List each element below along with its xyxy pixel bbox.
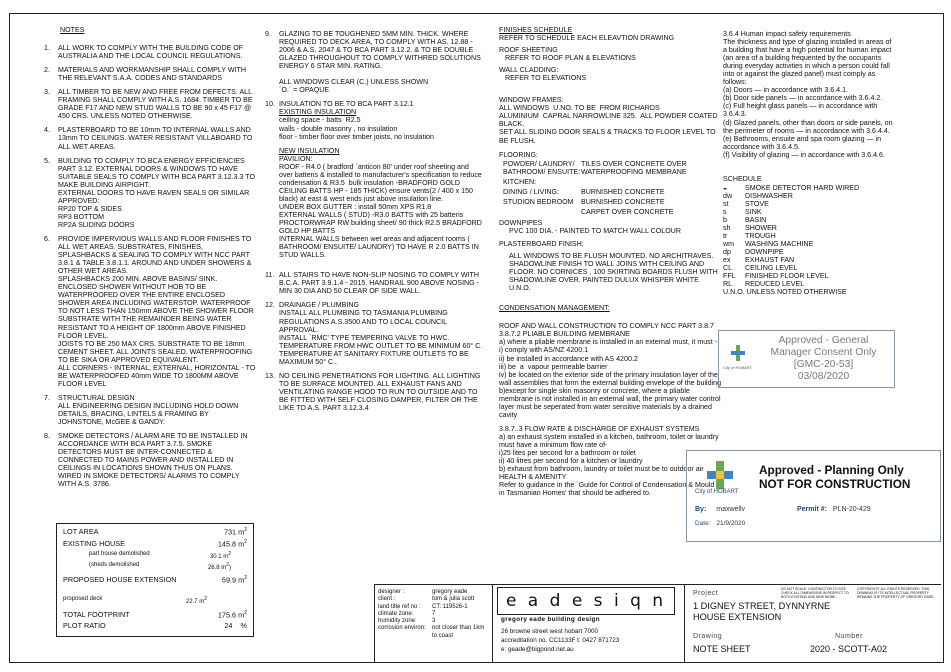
schedule-code: RL	[723, 280, 733, 289]
schedule-label: STOVE	[745, 199, 769, 208]
lot-row-label: TOTAL FOOTPRINT	[63, 610, 130, 619]
schedule-code: dp	[723, 248, 731, 257]
lot-row-unit-exponent: 2	[244, 575, 247, 581]
lot-row-label: part house demolished	[89, 551, 150, 557]
lot-table-row	[63, 527, 247, 536]
stamp-by-value: maxwellv	[716, 506, 746, 513]
firm-name: gregory eade building design	[501, 616, 601, 623]
schedule-item	[723, 184, 893, 192]
stamp-by-label: By:	[695, 506, 707, 513]
project-info-label: client :	[378, 596, 396, 603]
lot-row-unit-exponent: 2	[244, 527, 247, 533]
note-text: STRUCTURAL DESIGN ALL ENGINEERING DESIGN INCLUDING HOLD DOWN DETAILS, BRACING, LINTELS & FRAMING BY JOHNSTONE, McGEE & GANDY.	[58, 393, 239, 427]
schedule-label: TROUGH	[745, 232, 776, 241]
schedule-item	[723, 192, 893, 200]
lot-table-row	[63, 621, 247, 630]
lot-table-row	[63, 596, 247, 605]
flooring-row	[503, 188, 721, 196]
firm-email: e: geade@bigpond.net.au	[501, 646, 574, 653]
project-info-row	[378, 625, 490, 640]
schedule-code: FFL	[723, 272, 736, 281]
schedule-list	[723, 184, 893, 289]
lot-table-row	[63, 575, 247, 584]
drawing-number: 2020 - SCOTT-A02	[810, 644, 888, 654]
lot-area-table	[56, 523, 254, 637]
project-info-row	[378, 589, 490, 596]
note-number: 7.	[44, 393, 50, 402]
wall-cladding-ref: REFER TO ELEVATIONS	[505, 74, 587, 83]
project-cell	[684, 585, 942, 662]
downpipes-text: PVC 100 DIA. - PAINTED TO MATCH WALL COLOUR	[509, 226, 681, 235]
project-info-row	[378, 596, 490, 603]
lot-row-number: 731 m	[223, 527, 245, 537]
project-info-value: 7	[432, 610, 436, 617]
project-info-label: corrosion environ:	[378, 625, 426, 632]
flooring-row	[503, 178, 721, 186]
schedule-item	[723, 232, 893, 240]
note-11	[265, 271, 483, 295]
finishes-intro: REFER TO SCHEDULE EACH ELEAVTION DRAWING	[499, 34, 675, 43]
schedule-item	[723, 272, 893, 280]
project-title-line-2: HOUSE EXTENSION	[693, 612, 782, 622]
lot-row-unit-exponent: 2	[244, 539, 247, 545]
title-block	[374, 584, 941, 662]
schedule-label: BASIN	[745, 215, 767, 224]
condensation-text: ROOF AND WALL CONSTRUCTION TO COMPLY NCC PART 3.8.7 3.8.7.2 PLIABLE BUILDING MEMBRANE a) where a pliable membrane is installed in an external must, it must - i) comply with AS/NZ 4200.1 ii) be installed in accordance with AS 4200.2 iii) be a vapour permeable barrier iv) be located on the exterior side of the primary insulation layer of the wall assemblies that form the external building envelope of the building b)except for single skin masonry or concrete, where a pliable membrane is not installed in an external wall, the primary water control layer must be seperated from water sensitive materials by a drained cavity	[499, 322, 722, 419]
schedule-code: s	[723, 207, 727, 216]
human-impact-text: 3.6.4 Human impact safety requirements The thickness and type of glazing installed in areas of a building that have a high potential for human impact (an area of a building frequented by the occupants during everyday activities in which a person could fall into or against the glazed panel) must comply as follows: (a) Doors — in accordance with 3.6.4.1. (b) Door side panels — in accordance with 3.6.4.2. (c) Full height glass panels — in accordance with 3.6.4.3. (d) Glazed panels, other than doors or side panels, on the perimeter of rooms — in accordance with 3.6.4.4. (e) Bathrooms, ensuite and spa room glazing — in accordance with 3.6.4.5. (f) Visibility of glazing — in accordance with 3.6.4.6.	[723, 30, 893, 159]
downpipes-row	[499, 219, 721, 227]
lot-row-number: 24	[224, 621, 233, 630]
stamp-title-1: Approved - Planning Only	[759, 463, 904, 477]
number-label: Number	[835, 633, 863, 640]
note-item	[44, 394, 256, 426]
schedule-code: ex	[723, 256, 731, 265]
schedule-label: FINISHED FLOOR LEVEL	[745, 272, 829, 281]
eadesign-logo: e a d e s i q n	[497, 587, 675, 615]
drawing-name: NOTE SHEET	[693, 644, 751, 654]
window-frames-text: WINDOW FRAMES: ALL WINDOWS U.NO. TO BE FROM RICHARDS ALUMINIUM CAPRAL NARROWLINE 325. ALL POWDER COATED BLACK. SET ALL SLIDING DOOR SEALS & TRACKS TO FLOOR LEVEL TO BE FLUSH.	[499, 96, 718, 145]
schedule-label: SHOWER	[745, 224, 777, 233]
schedule-label: SINK	[745, 207, 762, 216]
stamp-date-row	[695, 520, 745, 527]
lot-row-value	[218, 610, 247, 619]
note-number: 12.	[265, 301, 275, 310]
schedule-item	[723, 264, 893, 272]
note-text: SMOKE DETECTORS / ALARM ARE TO BE INSTALLED IN ACCORDANCE WITH BCA PART 3.7.5. SMOKE DETECTORS MUST BE INTER-CONNECTED & CONNECTED TO MAINS POWER AND INSTALLED IN CEILINGS IN LOCATIONS SHOWN THUS ON PLANS. WIRED IN SMOKE DETECTORS/ ALARMS TO COMPLY WITH A.S. 3786.	[58, 432, 250, 489]
note-number: 11.	[265, 271, 275, 280]
lot-table-row	[63, 551, 247, 560]
lot-row-unit-exponent: 2	[228, 551, 231, 557]
note-10	[265, 100, 483, 108]
wall-cladding-label: WALL CLADDING:	[499, 66, 559, 75]
schedule-item	[723, 248, 893, 256]
stamp-permit-row	[797, 506, 871, 513]
schedule-item	[723, 208, 893, 216]
note-number: 9.	[265, 30, 271, 38]
firm-address: 26 browne street west hobart 7000	[501, 628, 598, 635]
note-item	[44, 432, 256, 488]
note-text: ALL STAIRS TO HAVE NON-SLIP NOSING TO COMPLY WITH B.C.A. PART 3.9.1.4 - 2015. HANDRAIL 900 ABOVE NOSING - MIN 30 DIA AND 50 CLEAR OF SIDE WALL.	[279, 271, 482, 296]
note-9	[265, 30, 483, 94]
drawing-label: Drawing	[693, 633, 723, 640]
project-info-value: not closer than 1km to coast	[432, 625, 485, 639]
approval-stamp-general	[718, 330, 895, 388]
existing-insulation-heading: EXISTING INSULATION	[279, 108, 357, 117]
schedule-code: sh	[723, 224, 731, 233]
stamp-line-1: Approved - General	[778, 335, 869, 346]
plasterboard-label: PLASTERBOARD FINISH:	[499, 239, 584, 248]
lot-row-label: PROPOSED HOUSE EXTENSION	[63, 575, 177, 584]
downpipes-label: DOWNPIPES	[499, 218, 543, 227]
note-number: 13.	[265, 371, 275, 380]
lot-row-number: 59.9 m	[221, 575, 245, 585]
note-item	[44, 126, 256, 150]
stamp-line-2: Manager Consent Only	[770, 347, 877, 358]
stamp-org: City of HOBART	[695, 489, 739, 495]
safety-column	[723, 30, 893, 296]
note-text: PROVIDE IMPERVIOUS WALLS AND FLOOR FINISHES TO ALL WET AREAS. SUBSTRATES, FINISHES, SPLASHBACKS & SEALING TO COMPLY WITH NCC PART 3.8.1 & TABLE 3.8.1.1. AROUND AND UNDER SHOWERS & OTHER WET AREAS. SPLASHBACKS 200 MIN. ABOVE BASINS/ SINK. ENCLOSED SHOWER WITHOUT HOB TO BE WATERPROOFED OVER THE ENTIRE ENCLOSED SHOWER AREA INCLUDING WATERSTOP. WATERPROOF TO NOT LESS THAN 150mm ABOVE THE SHOWER FLOOR SUBSTRATE WITH THE REMAINDER BEING WATER RESISTANT TO A HEIGHT OF 1800mm ABOVE FINISHED FLOOR LEVEL. JOISTS TO BE 250 MAX CRS. SUBSTRATE TO BE 18mm CEMENT SHEET. ALL JOINTS SEALED. WATERPROOFING TO BE SIKA OR APPROVED EQUIVALENT. ALL CORNERS - INTERNAL, EXTERNAL, HORIZONTAL - TO BE WATERPROOFED 40mm WIDE TO 1800MM ABOVE FLOOR LEVEL	[58, 234, 256, 388]
note-text: ALL WORK TO COMPLY WITH THE BUILDING CODE OF AUSTRALIA AND THE LOCAL COUNCIL REGULATIONS.	[58, 44, 245, 61]
schedule-code: CL	[723, 264, 733, 273]
notes-column-2	[265, 30, 483, 418]
lot-row-value	[208, 562, 231, 571]
project-info	[375, 585, 493, 644]
note-text: ALL TIMBER TO BE NEW AND FREE FROM DEFECTS. ALL FRAMING SHALL COMPLY WITH A.S. 1684. TIMBER TO BE GRADE F17 AND NEW STUD WALLS TO BE 90 x 45 F17 @ 450 CRS. UNLESS NOTED OTHERWISE.	[58, 88, 255, 121]
flooring-table	[499, 160, 721, 216]
finishes-column	[499, 26, 721, 497]
schedule-label: CEILING LEVEL	[745, 264, 798, 273]
note-12	[265, 301, 483, 365]
note-item	[44, 44, 256, 60]
insulation-block	[265, 108, 483, 259]
stamp-line-3: [GMC-20-53]	[793, 359, 854, 370]
existing-insulation-text: ceiling space - batts R2.5 walls - double masonry , no insulation floor - timber floor over timber joists, no insulation	[279, 116, 434, 141]
plasterboard-text: ALL WINDOWS TO BE FLUSH MOUNTED. NO ARCHITRAVES. SHADOWLINE FINISH TO WALL JOINS WITH CEILING AND FLOOR. NO CORNICES , 100 SKIRTING BOARDS FLUSH WITH SHADOWLINE OVER. PAINTED DULUX WHISPER WHITE U.N.O.	[509, 252, 718, 293]
project-info-value: CT: 119526-1	[432, 603, 468, 610]
flooring-finish: CARPET OVER CONCRETE	[581, 207, 674, 216]
lot-row-number: 175.6 m	[217, 610, 245, 620]
lot-row-unit: %	[240, 621, 247, 630]
small-note-right: COPYRIGHT© ALL RIGHTS RESERVED. THIS DRAWING IS ITS INTELLECTUAL PROPERTY REMAINS THE PROPERTY OF GREGORY EADE.	[857, 587, 935, 599]
notes-column	[44, 26, 256, 494]
schedule-item	[723, 256, 893, 264]
lot-row-value	[222, 575, 247, 584]
note-number: 8.	[44, 432, 50, 441]
note-item	[44, 235, 256, 388]
exhaust-text: 3.8.7..3 FLOW RATE & DISCHARGE OF EXHAUST SYSTEMS a) an exhaust system installed in a kitchen, bathroom, toilet or laundry must have a minimum flow rate of- i)25 lites per second for a bathroom or toilet ii) 40 litres per second for a kitchen or laundry b) exhaust from bathroom, laundry or toilet must be to outdoor air HEALTH & AMENITY Refer to guidance in the `Guide for Control of Condensation & Mould in Tasmanian Homes' that should be adhered to.	[499, 424, 719, 498]
stamp-permit-value: PLN-20-429	[832, 506, 871, 513]
note-item	[44, 66, 256, 82]
stamp-permit-label: Permit #:	[797, 506, 827, 513]
flooring-room: STUDION BEDROOM	[503, 197, 574, 206]
note-item	[44, 157, 256, 229]
flooring-finish: BURNISHED CONCRETE	[581, 187, 665, 196]
lot-row-unit-exponent: 2	[204, 596, 207, 602]
schedule-label: DISHWASHER	[745, 191, 793, 200]
note-number: 6.	[44, 234, 50, 243]
flooring-room	[503, 208, 581, 216]
project-label: Project	[693, 590, 719, 597]
project-title-line-1: 1 DIGNEY STREET, DYNNYRNE	[693, 601, 831, 611]
lot-row-unit-exponent: 2	[226, 562, 229, 568]
flooring-row	[503, 198, 721, 206]
note-number: 5.	[44, 156, 50, 165]
schedule-code: st	[723, 199, 729, 208]
schedule-code: ◒	[723, 183, 728, 192]
lot-row-value	[210, 551, 231, 560]
lot-row-value	[186, 596, 207, 605]
project-info-label: land title ref no :	[378, 603, 421, 610]
lot-row-label: PLOT RATIO	[63, 621, 106, 630]
project-info-cell	[374, 585, 493, 662]
project-info-row	[378, 618, 490, 625]
lot-row-unit-exponent: 2	[244, 610, 247, 616]
small-note-left: DO NOT SCALE. CONTRACTOR TO SITE CHECK ALL DIMENSIONS IN RESPECT TO BOTH EXISTING AND NEW WORK.	[781, 587, 849, 599]
project-info-label: climate zone:	[378, 610, 414, 617]
project-info-value: 3	[432, 618, 436, 625]
flooring-row	[503, 160, 721, 176]
stamp-date-value: 21/9/2020	[716, 520, 746, 527]
note-number: 10.	[265, 100, 275, 109]
lot-row-value	[218, 539, 247, 548]
project-info-row	[378, 604, 490, 611]
schedule-item	[723, 224, 893, 232]
notes-list	[44, 44, 256, 488]
stamp-line-4: 03/08/2020	[797, 371, 850, 382]
flooring-room: DINING / LIVING:	[503, 187, 559, 196]
lot-row-label: proposed deck	[63, 596, 103, 602]
schedule-footer: U.N.O. UNLESS NOTED OTHERWISE	[723, 288, 847, 297]
roof-sheeting-label: ROOF SHEETING	[499, 46, 558, 55]
stamp-title-2: NOT FOR CONSTRUCTION	[759, 477, 911, 491]
schedule-item	[723, 280, 893, 288]
note-number: 2.	[44, 66, 50, 75]
note-number: 3.	[44, 88, 50, 97]
schedule-item	[723, 200, 893, 208]
lot-table-row	[63, 610, 247, 619]
project-info-row	[378, 611, 490, 618]
lot-row-value	[224, 621, 247, 630]
flooring-row	[503, 208, 721, 216]
project-info-label: humidity zone:	[378, 618, 417, 625]
city-of-hobart-logo	[731, 345, 745, 361]
schedule-code: tr	[723, 232, 728, 241]
schedule-code: wm	[723, 240, 735, 249]
approval-stamp-planning	[686, 450, 941, 542]
lot-row-number: 22.7 m	[185, 599, 205, 605]
project-info-label: designer :	[378, 589, 405, 595]
schedule-label: EXHAUST FAN	[745, 256, 795, 265]
project-info-value: tom & julia scott	[432, 596, 475, 603]
lot-row-label: (sheds demolished	[89, 562, 140, 568]
flooring-finish: BURNISHED CONCRETE	[581, 197, 665, 206]
schedule-code: b	[723, 215, 727, 224]
stamp-by-row	[695, 506, 745, 513]
notes-heading: NOTES	[60, 26, 85, 34]
roof-sheeting-ref: REFER TO ROOF PLAN & ELEVATIONS	[505, 54, 636, 63]
stamp-org: City of HOBART	[723, 365, 753, 370]
schedule-label: WASHING MACHINE	[745, 240, 814, 249]
city-of-hobart-logo	[707, 461, 733, 489]
note-text: PLASTERBOARD TO BE 10mm TO INTERNAL WALLS AND 13mm TO CEILINGS. WATER RESISTANT VILLABOARD TO ALL WET AREAS.	[58, 126, 254, 151]
firm-accreditation: accreditation no. CC1133F t: 0427 871723	[501, 637, 620, 644]
schedule-label: SMOKE DETECTOR HARD WIRED	[745, 183, 860, 192]
note-number: 4.	[44, 126, 50, 135]
flooring-finish: TILES OVER CONCRETE OVER WATERPROOFING MEMBRANE	[581, 159, 687, 176]
note-text: NO CEILING PENETRATIONS FOR LIGHTING. ALL LIGHTING TO BE SURFACE MOUNTED. ALL EXHAUST FANS AND VENTILATING RANGE HOOD TO RUN TO OUTSIDE AND TO BE FITTED WITH SELF CLOSING DAMPER, FILTER OR THE LIKE TO A.S. PART 3.12.3.4	[279, 371, 483, 412]
lot-row-number: 145.8 m	[217, 539, 245, 549]
schedule-code: dw	[723, 191, 733, 200]
note-text: INSULATION TO BE TO BCA PART 3.12.1	[279, 100, 414, 109]
note-text: BUILDING TO COMPLY TO BCA ENERGY EFFICIENCIES PART 3.12. EXTERNAL DOORS & WINDOWS TO HAVE SUITABLE SEALS TO COMPLY WITH BCA PART 3.12.3.3 TO MAKE BUILDING AIRPIGHT. EXTERNAL DOORS TO HAVE RAVEN SEALS OR SIMILAR APPROVED: RP20 TOP & SIDES RP3 BOTTOM RP2A SLIDING DOORS	[58, 156, 255, 229]
schedule-item	[723, 216, 893, 224]
condensation-heading: CONDENSATION MANAGEMENT:	[499, 304, 610, 313]
schedule-heading: SCHEDULE	[723, 174, 762, 183]
note-number: 1.	[44, 44, 50, 53]
stamp-date-label: Date:	[695, 520, 711, 527]
note-text: DRAINAGE / PLUMBING INSTALL ALL PLUMBING TO TASMANIA PLUMBING REGULATIONS A.S.3500 AND TO LOCAL COUNCIL APPROVAL. INSTALL `RMC' TYPE TEMPERING VALVE TO HWC. TEMPERATURE FROM HWC OUTLET TO BE MINIMUM 60° C. TEMPERATURE AT SANITARY FIXTURE OUTLETS TO BE MAXIMUM 50° C..	[279, 301, 483, 366]
lot-row-label: LOT AREA	[63, 527, 99, 536]
lot-table-row	[63, 562, 247, 571]
note-item	[44, 88, 256, 120]
new-insulation-heading: NEW INSULATION	[279, 146, 340, 155]
flooring-finish	[581, 178, 721, 186]
schedule-label: DOWNPIPE	[745, 248, 784, 257]
schedule-item	[723, 240, 893, 248]
designer-logo-cell	[492, 585, 679, 662]
lot-row-value	[224, 527, 247, 536]
flooring-label: FLOORING:	[499, 150, 539, 159]
note-13	[265, 372, 483, 412]
lot-row-label: EXISTING HOUSE	[63, 539, 126, 548]
flooring-room: KITCHEN:	[503, 177, 537, 186]
finishes-heading: FINISHES SCHEDULE	[499, 26, 573, 34]
lot-table-row	[63, 539, 247, 548]
lot-row-number: 30.1 m	[209, 554, 229, 560]
flooring-room: POWDER/ LAUNDRY/ BATHROOM/ ENSUITE:	[503, 159, 581, 176]
schedule-label: REDUCED LEVEL	[745, 280, 805, 289]
new-insulation-text: PAVILION: ROOF - R4.0 ( bradford `anticon 80' under roof sheeting and over battens & installed to manufacturer's specification to reduce condensation & R3.5 bulk insulation -BRADFORD GOLD CEILING BATTS HP - 185 THICK) ensure vents(2 / 400 x 150 black) at east & west ends just above insulation line. UNDER BOX GUTTER : install 50mm XPS R1.8 EXTERNAL WALLS ( STUD) -R3.0 BATTS with 25 battens PROCTORWRAP RW building sheet/ 90 thick R2.5 BRADFORD GOLD HP BATTS INTERNAL WALLS between wet areas and adjacent rooms ( BATHROOM/ ENSUITE/ LAUNDRY) TO HAVE R 2.0 BATTS IN STUD WALLS.	[279, 154, 482, 260]
lot-row-suffix: )	[229, 565, 231, 571]
project-info-value: gregory eade	[432, 589, 468, 595]
note-text: MATERIALS AND WORKMANSHIP SHALL COMPLY WITH THE RELEVANT S.A.A. CODES AND STANDARDS	[58, 66, 248, 83]
note-text: GLAZING TO BE TOUGHENED 5MM MIN. THICK. WHERE REQUIRED TO DECK AREA, TO COMPLY WITH AS. 12.88 - 2006 & A.S. 2047 & TO BCA PART 3.12.2. & TO BE DOUBLE GLAZED THROUGHOUT TO COMPLY WITHRED SOLUTIONS ENERGY 6 STAR MIN. RATING. ALL WINDOWS CLEAR (C.) UNLESS SHOWN ´O.´ = OPAQUE	[279, 30, 481, 95]
lot-row-number: 26.8 m	[207, 565, 227, 571]
